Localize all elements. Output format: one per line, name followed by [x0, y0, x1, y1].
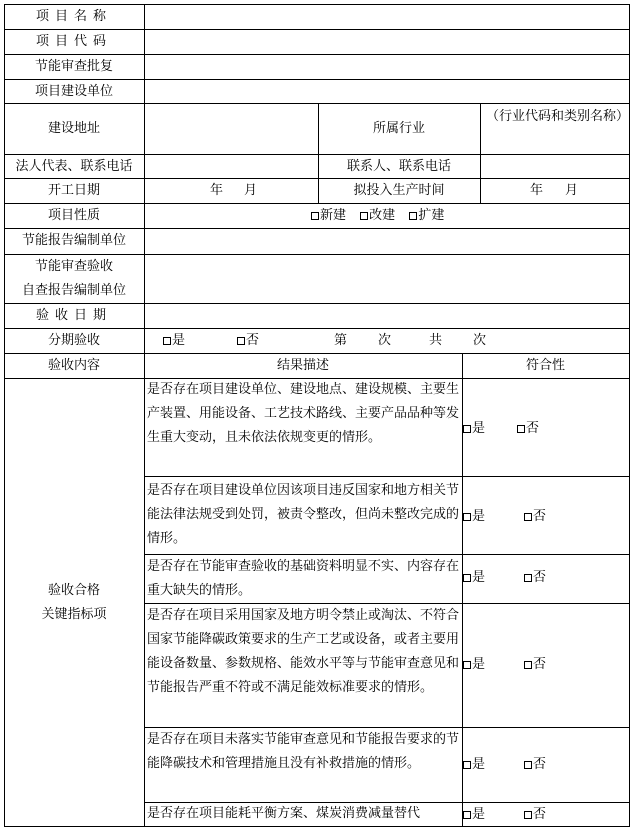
- check-item-2-no[interactable]: 否: [524, 508, 546, 525]
- phased-total: 共: [429, 333, 443, 348]
- check-item-1-no[interactable]: 否: [517, 420, 539, 437]
- checkbox-icon: [463, 574, 471, 582]
- nature-option-new[interactable]: 新建: [311, 207, 346, 224]
- check-item-5-text: 是否存在项目未落实节能审查意见和节能报告要求的节能降碳技术和管理措施且没有补救措施的情形。: [147, 732, 460, 771]
- label-key-2: 关键指标项: [41, 607, 107, 622]
- phased-yes[interactable]: 是: [163, 332, 185, 349]
- check-item-3-text: 是否存在节能审查验收的基础资料明显不实、内容存在重大缺失的情形。: [147, 559, 460, 598]
- check-item-4-no[interactable]: 否: [524, 656, 546, 673]
- label-start-date: 开工日期: [47, 183, 100, 198]
- label-industry: 所属行业: [372, 121, 425, 136]
- label-project-name: 项目名称: [35, 9, 112, 24]
- start-year-label: 年: [210, 183, 224, 198]
- label-key-1: 验收合格: [47, 583, 100, 598]
- check-item-2-yes[interactable]: 是: [463, 508, 485, 525]
- check-item-5-yes[interactable]: 是: [463, 756, 485, 773]
- check-item-1-text: 是否存在项目建设单位、建设地点、建设规模、主要生产装置、用能设备、工艺技术路线、主要产品品种等发生重大变动，且未依法依规变更的情形。: [147, 382, 460, 445]
- check-item-4-yes[interactable]: 是: [463, 656, 485, 673]
- phased-times-1: 次: [378, 333, 392, 348]
- checkbox-icon: [463, 425, 471, 433]
- checkbox-icon: [524, 761, 532, 769]
- checkbox-icon: [517, 425, 525, 433]
- checkbox-icon: [311, 212, 319, 220]
- checkbox-icon: [524, 574, 532, 582]
- label-builder: 项目建设单位: [34, 84, 113, 99]
- checkbox-icon: [237, 337, 245, 345]
- prod-year-label: 年: [530, 183, 544, 198]
- checkbox-icon: [524, 661, 532, 669]
- check-item-2-text: 是否存在项目建设单位因该项目违反国家和地方相关节能法律法规受到处罚，被责令整改，但尚未整改完成的情形。: [147, 483, 460, 546]
- nature-option-rebuild[interactable]: 改建: [360, 207, 395, 224]
- label-project-code: 项目代码: [35, 34, 112, 49]
- phased-no[interactable]: 否: [237, 332, 259, 349]
- nature-options: [311, 207, 444, 225]
- label-content: 验收内容: [47, 358, 100, 373]
- check-item-6-yes[interactable]: 是: [463, 806, 485, 823]
- checkbox-icon: [463, 661, 471, 669]
- industry-note: （行业代码和类别名称）: [486, 109, 630, 124]
- label-accept-date: 验收日期: [35, 308, 112, 323]
- label-nature: 项目性质: [47, 208, 100, 223]
- label-phased: 分期验收: [47, 333, 100, 348]
- check-item-6-text: 是否存在项目能耗平衡方案、煤炭消费减量替代: [147, 806, 421, 821]
- prod-month-label: 月: [565, 183, 579, 198]
- label-self-check-1: 节能审查验收: [34, 259, 113, 274]
- label-report-unit: 节能报告编制单位: [21, 233, 126, 248]
- checkbox-icon: [463, 811, 471, 819]
- label-production-time: 拟投入生产时间: [353, 183, 445, 198]
- label-address: 建设地址: [47, 121, 100, 136]
- nature-option-expand[interactable]: 扩建: [409, 207, 444, 224]
- check-item-6-no[interactable]: 否: [524, 806, 546, 823]
- check-item-3-yes[interactable]: 是: [463, 569, 485, 586]
- check-item-4-text: 是否存在项目采用国家及地方明令禁止或淘汰、不符合国家节能降碳政策要求的生产工艺或设备，或者主要用能设备数量、参数规格、能效水平等与节能审查意见和节能报告严重不符或不满足能效标准要求的情形。: [147, 608, 460, 695]
- phased-times-2: 次: [473, 333, 487, 348]
- start-month-label: 月: [244, 183, 258, 198]
- check-item-3-no[interactable]: 否: [524, 569, 546, 586]
- label-self-check-2: 自查报告编制单位: [21, 283, 126, 298]
- label-approval: 节能审查批复: [34, 59, 113, 74]
- check-item-1-yes[interactable]: 是: [463, 420, 485, 437]
- label-legal-rep: 法人代表、联系电话: [15, 159, 133, 174]
- checkbox-icon: [524, 811, 532, 819]
- check-item-5-no[interactable]: 否: [524, 756, 546, 773]
- checkbox-icon: [524, 513, 532, 521]
- header-conformity: 符合性: [525, 358, 565, 373]
- checkbox-icon: [360, 212, 368, 220]
- label-contact: 联系人、联系电话: [346, 159, 451, 174]
- phased-nth: 第: [334, 333, 348, 348]
- checkbox-icon: [409, 212, 417, 220]
- checkbox-icon: [463, 513, 471, 521]
- checkbox-icon: [163, 337, 171, 345]
- header-result: 结果描述: [276, 358, 329, 373]
- checkbox-icon: [463, 761, 471, 769]
